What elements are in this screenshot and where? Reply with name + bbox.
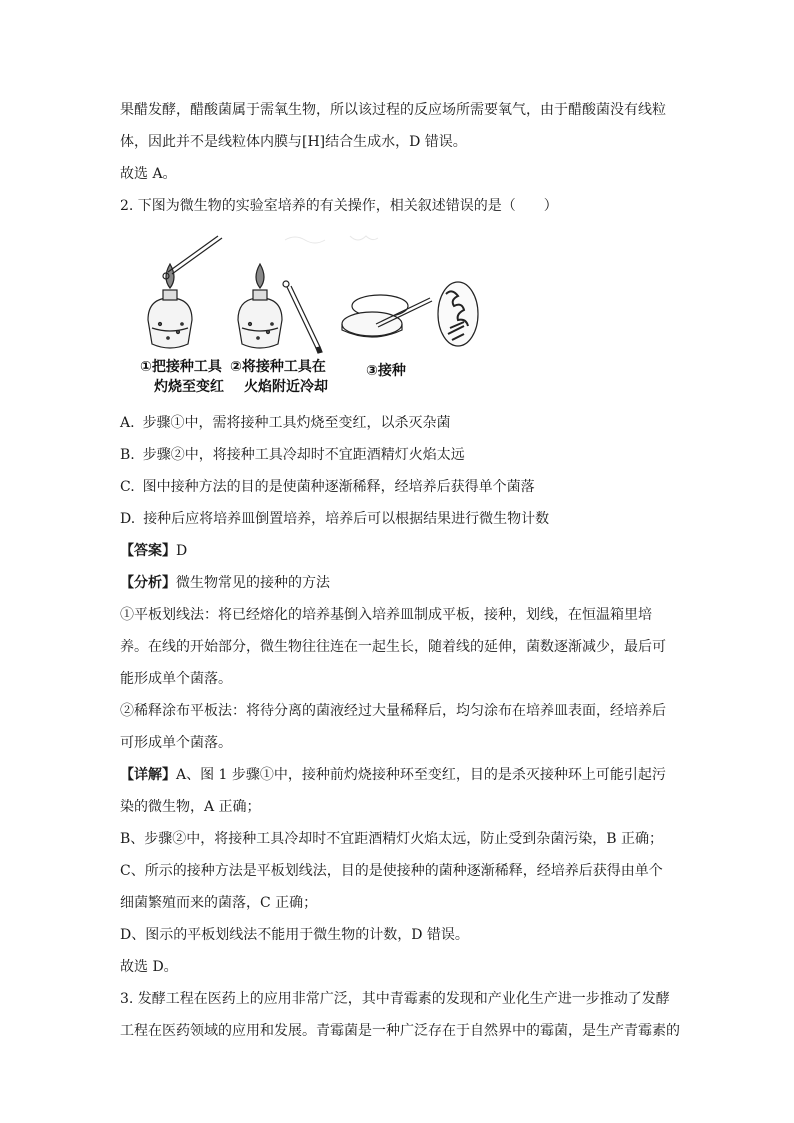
detail-line: 故选 D。 (120, 959, 178, 975)
text-line: 果醋发酵，醋酸菌属于需氧生物，所以该过程的反应场所需要氧气，由于醋酸菌没有线粒 (120, 102, 666, 118)
streak-plate-icon (438, 282, 478, 346)
alcohol-lamp-1-icon (148, 264, 192, 348)
detail-line: D、图示的平板划线法不能用于微生物的计数，D 错误。 (120, 927, 469, 943)
analysis-line: 可形成单个菌落。 (120, 735, 232, 751)
detail-line: B、步骤②中，将接种工具冷却时不宜距酒精灯火焰太远，防止受到杂菌污染，B 正确； (120, 831, 664, 847)
detail-heading: 【详解】A、图 1 步骤①中，接种前灼烧接种环至变红，目的是杀灭接种环上可能引起污 (120, 767, 666, 783)
analysis-line: ②稀释涂布平板法：将待分离的菌液经过大量稀释后，均匀涂布在培养皿表面，经培养后 (120, 703, 666, 719)
answer-value: D (176, 543, 188, 559)
option-b: B. 步骤②中，将接种工具冷却时不宜距酒精灯火焰太远 (120, 447, 465, 463)
question-3-stem: 3. 发酵工程在医药上的应用非常广泛，其中青霉素的发现和产业化生产进一步推动了发酵 (120, 991, 670, 1007)
answer-label: 【答案】 (120, 543, 176, 559)
answer-line (120, 541, 680, 561)
detail-line: 细菌繁殖而来的菌落，C 正确； (120, 895, 318, 911)
option-c: C. 图中接种方法的目的是使菌种逐渐稀释，经培养后获得单个菌落 (120, 479, 535, 495)
text-line: 体，因此并不是线粒体内膜与[H]结合生成水，D 错误。 (120, 134, 467, 150)
figure-caption-1: ①把接种工具 灼烧至变红 (140, 359, 224, 395)
question-3-stem: 工程在医药领域的应用和发展。青霉菌是一种广泛存在于自然界中的霉菌，是生产青霉素的 (120, 1023, 680, 1039)
detail-line: 染的微生物，A 正确； (120, 799, 261, 815)
microbe-culture-figure (140, 228, 480, 395)
question-2-stem: 2. 下图为微生物的实验室培养的有关操作，相关叙述错误的是（ ） (120, 198, 558, 214)
analysis-line: 养。在线的开始部分，微生物往往连在一起生长，随着线的延伸，菌数逐渐减少，最后可 (120, 639, 666, 655)
alcohol-lamp-2-icon (238, 264, 282, 348)
detail-line: C、所示的接种方法是平板划线法，目的是使接种的菌种逐渐稀释，经培养后获得由单个 (120, 863, 663, 879)
analysis-line: 能形成单个菌落。 (120, 671, 232, 687)
option-a: A. 步骤①中，需将接种工具灼烧至变红，以杀灭杂菌 (120, 415, 451, 431)
text-line: 故选 A。 (120, 166, 177, 182)
figure-caption-3: ③接种 (366, 363, 406, 379)
analysis-heading: 【分析】微生物常见的接种的方法 (120, 575, 330, 591)
inoculating-loop-2-icon (283, 281, 322, 353)
analysis-line: ①平板划线法：将已经熔化的培养基倒入培养皿制成平板，接种，划线，在恒温箱里培 (120, 607, 652, 623)
option-d: D. 接种后应将培养皿倒置培养，培养后可以根据结果进行微生物计数 (120, 511, 550, 527)
petri-dish-icon (342, 295, 432, 337)
figure-caption-2: ②将接种工具在 火焰附近冷却 (230, 359, 328, 395)
